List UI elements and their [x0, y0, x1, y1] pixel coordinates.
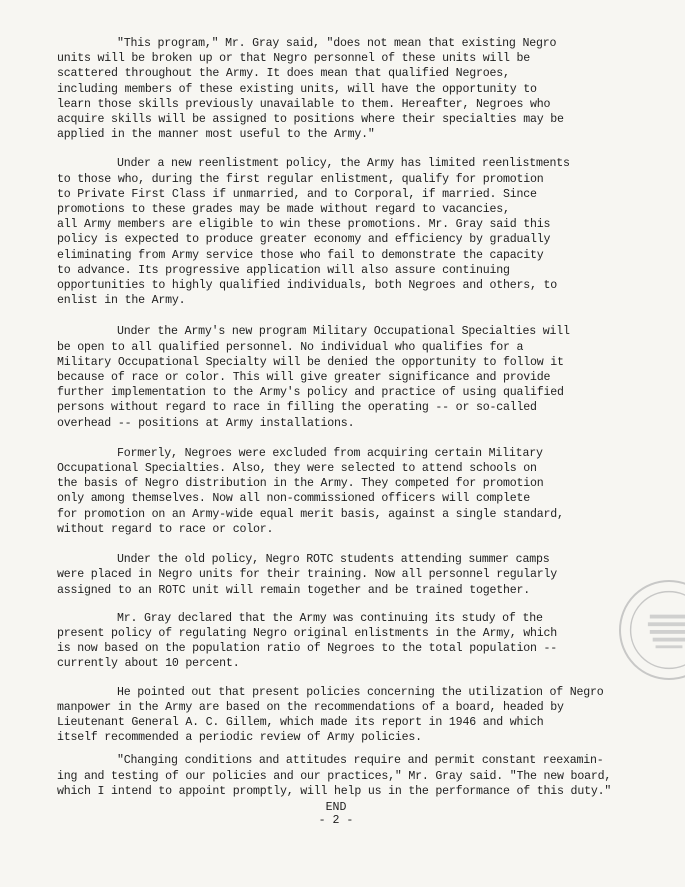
paragraph-8: "Changing conditions and attitudes require and permit constant reexamin- ing and testing of our policies and our practices," Mr. Gray said. "The new board, which I intend to appoint promptly, will help us in the performance of this duty." — [57, 754, 612, 798]
paragraph-2: Under a new reenlistment policy, the Army has limited reenlistments to those who, during the first regular enlistment, qualify for promotion to Private First Class if unmarried, and to Corporal, if married. Since promotions to these grades may be made without regard to vacancies, all Army members are eligible to win these promotions. Mr. Gray said this policy is expected to produce greater economy and efficiency by gradually eliminating from Army service those who fail to demonstrate the capacity to advance. Its progressive application will also assure continuing opportunities to highly qualified individuals, both Negroes and others, to enlist in the Army. — [57, 157, 570, 308]
paragraph-6: Mr. Gray declared that the Army was continuing its study of the present policy of regulating Negro original enlistments in the Army, which is now based on the population ratio of Negroes to the total population -- currently about 10 percent. — [57, 611, 558, 671]
paragraph-3: Under the Army's new program Military Occupational Specialties will be open to all qualified personnel. No individual who qualifies for a Military Occupational Specialty will be denied the opportunity to follow it because of race or color. This will give greater significance and provide further implementation to the Army's policy and practice of using qualified persons without regard to race in filling the operating -- or so-called overhead -- positions at Army installations. — [57, 325, 570, 430]
end-block — [57, 801, 645, 827]
paragraph-1: "This program," Mr. Gray said, "does not mean that existing Negro units will be broken up or that Negro personnel of these units will be scattered throughout the Army. It does mean that qualified Negroes, including members of these existing units, will have the opportunity to learn those skills previously unavailable to them. Hereafter, Negroes who acquire skills will be assigned to positions where their specialties may be applied in the manner most useful to the Army." — [57, 37, 564, 142]
paragraph-7: He pointed out that present policies concerning the utilization of Negro manpower in the Army are based on the recommendations of a board, headed by Lieutenant General A. C. Gillem, which made its report in 1946 and which itself recommended a periodic review of Army policies. — [57, 685, 604, 745]
end-mark: END — [325, 800, 347, 814]
paragraph-5: Under the old policy, Negro ROTC students attending summer camps were placed in Negro units for their training. Now all personnel regularly assigned to an ROTC unit will remain together and be trained together. — [57, 553, 558, 597]
stamp-graphic — [621, 582, 685, 678]
paragraph-4: Formerly, Negroes were excluded from acquiring certain Military Occupational Specialties. Also, they were selected to attend schools on the basis of Negro distribution in the Army. They competed for promotion only among themselves. Now all non-commissioned officers will complete for promotion on an Army-wide equal merit basis, against a single standard, without regard to race or color. — [57, 446, 564, 536]
page-number: - 2 - — [318, 813, 354, 827]
archive-stamp-icon — [619, 580, 685, 680]
